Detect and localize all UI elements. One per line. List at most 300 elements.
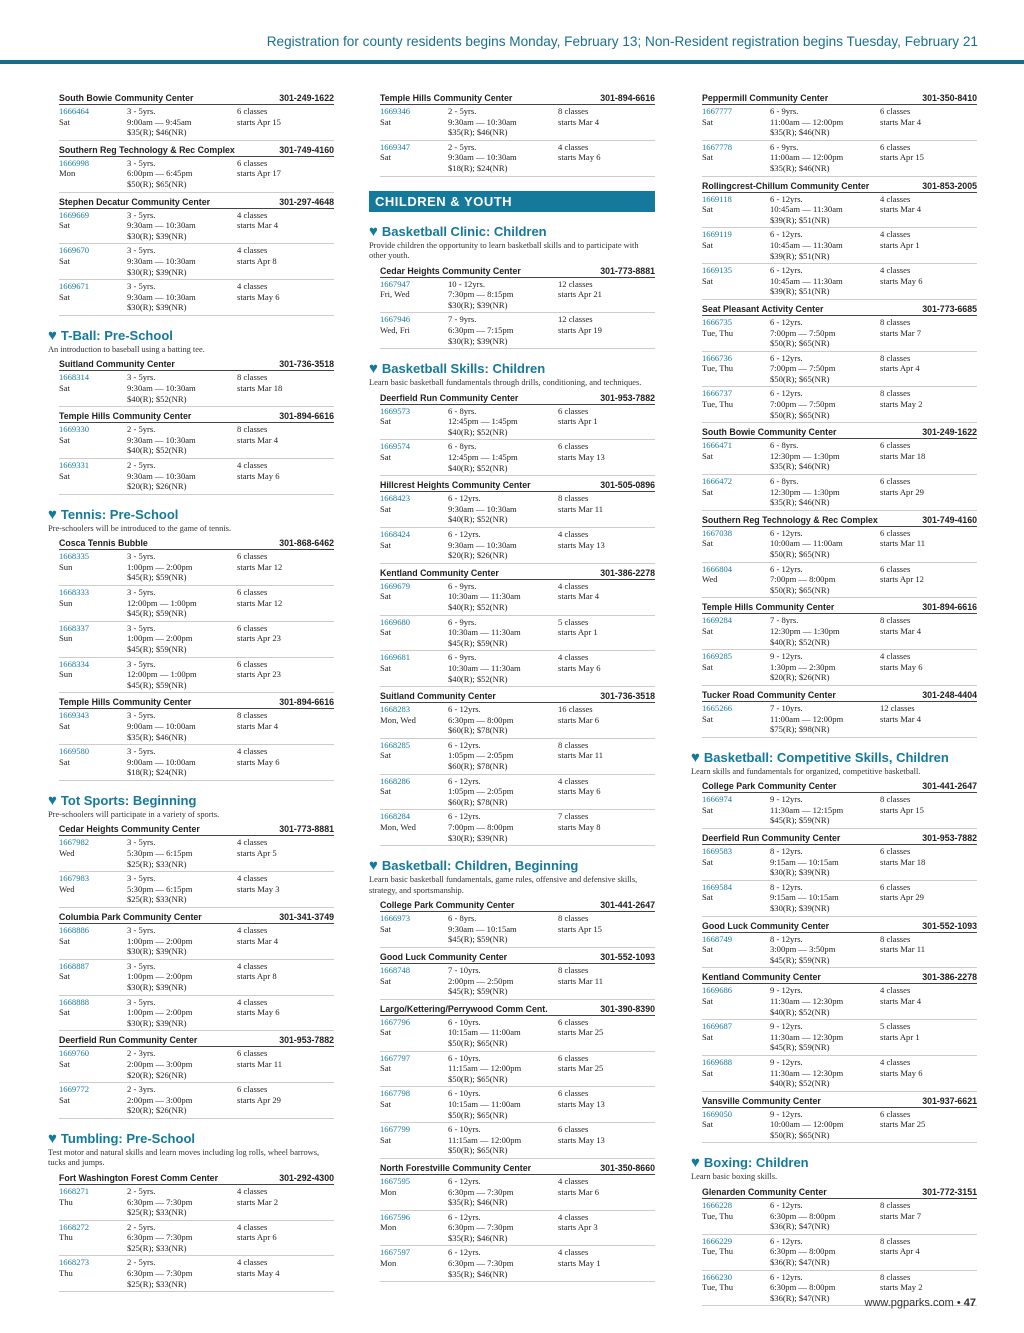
age-range: 7 - 8yrs. <box>770 615 799 626</box>
meeting-time: 1:05pm — 2:05pm <box>448 750 514 761</box>
age-range: 6 - 9yrs. <box>448 652 477 663</box>
empty-cell <box>237 1070 345 1081</box>
class-count: 6 classes <box>237 658 268 669</box>
empty-cell <box>558 127 666 138</box>
location-header <box>59 144 334 157</box>
location-header <box>59 696 334 709</box>
meeting-days: Tue, Thu <box>702 327 734 338</box>
empty-cell <box>59 481 127 492</box>
empty-cell <box>237 302 345 313</box>
start-date: starts May 6 <box>880 1067 923 1078</box>
empty-cell <box>380 986 448 997</box>
class-count: 4 classes <box>558 1211 589 1222</box>
start-date: starts Mar 4 <box>237 434 279 445</box>
empty-cell <box>558 1074 666 1085</box>
location-name: Southern Reg Technology & Rec Complex <box>59 144 235 155</box>
activity-code[interactable]: 1669346 <box>380 106 411 116</box>
activity-code[interactable]: 1669687 <box>702 1021 733 1032</box>
activity-code[interactable]: 1669331 <box>59 459 90 470</box>
age-range: 6 - 12yrs. <box>448 704 481 715</box>
activity-row <box>59 157 334 193</box>
fee: $40(R); $52(NR) <box>127 393 187 404</box>
registration-notice: Registration for county residents begins Monday, February 13; Non-Resident registration begins Tuesday, February 21 <box>266 34 978 49</box>
empty-cell <box>59 1207 127 1218</box>
age-range: 3 - 5yrs. <box>127 209 156 220</box>
fee: $18(R); $24(NR) <box>127 767 187 778</box>
fee: $45(R); $59(NR) <box>770 1042 830 1053</box>
location-phone: 301-894-6616 <box>600 93 655 103</box>
meeting-time: 10:15am — 11:00am <box>448 1098 521 1109</box>
empty-cell <box>880 637 988 648</box>
empty-cell <box>59 394 127 405</box>
activity-code[interactable]: 1667796 <box>380 1016 411 1027</box>
age-range: 7 - 10yrs. <box>770 702 803 713</box>
location-phone: 301-953-7882 <box>922 833 977 843</box>
fee: $50(R); $65(NR) <box>448 1145 508 1156</box>
age-range: 6 - 8yrs. <box>448 913 477 924</box>
meeting-days: Thu <box>59 1232 73 1243</box>
fee: $40(R); $52(NR) <box>770 1006 830 1017</box>
empty-cell <box>237 1207 345 1218</box>
meeting-time: 6:30pm — 7:30pm <box>448 1222 514 1233</box>
fee: $35(R); $46(NR) <box>127 127 187 138</box>
activity-code[interactable]: 1669670 <box>59 245 90 256</box>
activity-row <box>702 1056 977 1092</box>
empty-cell <box>880 1257 988 1268</box>
empty-cell <box>558 674 666 685</box>
meeting-time: 10:15am — 11:00am <box>448 1027 521 1038</box>
empty-cell <box>702 637 770 648</box>
meeting-time: 6:30pm — 8:00pm <box>448 714 514 725</box>
program-heading <box>369 858 655 874</box>
age-range: 7 - 10yrs. <box>448 965 481 975</box>
activity-code[interactable]: 1669580 <box>59 746 90 757</box>
start-date: starts May 6 <box>237 1007 280 1018</box>
meeting-time: 9:00am — 10:00am <box>127 756 196 767</box>
age-range: 3 - 5yrs. <box>127 873 156 884</box>
meeting-days: Sat <box>702 661 713 672</box>
program-heading <box>48 1131 334 1147</box>
meeting-days: Sat <box>59 756 70 767</box>
meeting-days: Wed <box>59 848 75 859</box>
meeting-days: Sat <box>59 1058 70 1069</box>
activity-code[interactable]: 1668334 <box>59 658 90 669</box>
program-description: Learn basic boxing skills. <box>691 1172 778 1182</box>
fee: $35(R); $46(NR) <box>448 1268 508 1279</box>
activity-code[interactable]: 1667798 <box>380 1088 411 1099</box>
empty-cell <box>702 724 770 735</box>
meeting-time: 1:00pm — 2:00pm <box>127 561 193 572</box>
meeting-days: Sat <box>702 713 713 724</box>
fee: $25(R); $33(NR) <box>127 894 187 905</box>
activity-code[interactable]: 1667982 <box>59 837 90 848</box>
meeting-time: 11:00am — 12:00pm <box>770 713 844 724</box>
activity-row <box>59 658 334 694</box>
location-name: Southern Reg Technology & Rec Complex <box>702 514 878 525</box>
empty-cell <box>702 1078 770 1089</box>
empty-cell <box>702 1007 770 1018</box>
activity-code[interactable]: 1666974 <box>702 794 733 805</box>
class-count: 4 classes <box>880 985 911 996</box>
activity-code[interactable]: 1668314 <box>59 372 90 383</box>
empty-cell <box>237 732 345 743</box>
start-date: starts Apr 1 <box>558 416 598 427</box>
meeting-days: Sat <box>380 1063 391 1074</box>
age-range: 2 - 5yrs. <box>127 459 156 470</box>
start-date: starts Apr 21 <box>558 289 602 300</box>
footer-url[interactable]: www.pgparks.com <box>864 1297 954 1309</box>
meeting-days: Sat <box>59 116 70 127</box>
activity-code[interactable]: 1667797 <box>380 1052 411 1063</box>
age-range: 2 - 5yrs. <box>127 1221 156 1232</box>
empty-cell <box>59 127 127 138</box>
activity-code[interactable]: 1669669 <box>59 209 90 220</box>
empty-cell <box>380 638 448 649</box>
class-count: 8 classes <box>880 1271 911 1282</box>
start-date: starts Mar 18 <box>880 856 926 867</box>
start-date: starts Apr 4 <box>880 363 920 374</box>
activity-code[interactable]: 1669584 <box>702 881 733 892</box>
empty-cell <box>880 163 988 174</box>
location-phone: 301-773-6685 <box>922 303 977 314</box>
meeting-days: Sat <box>380 116 391 127</box>
meeting-days: Sat <box>380 627 391 638</box>
age-range: 6 - 12yrs. <box>770 193 803 204</box>
activity-code[interactable]: 1668424 <box>380 528 411 539</box>
empty-cell <box>59 1018 127 1029</box>
location-header <box>702 689 977 702</box>
activity-code[interactable]: 1669135 <box>702 265 733 276</box>
activity-code[interactable]: 1668886 <box>59 925 90 935</box>
activity-code[interactable]: 1669686 <box>702 985 733 996</box>
meeting-days: Sat <box>380 416 391 427</box>
activity-code[interactable]: 1666471 <box>702 440 733 451</box>
meeting-time: 9:30am — 10:15am <box>448 923 517 934</box>
start-date: starts Mar 11 <box>558 503 604 514</box>
meeting-days: Sat <box>380 539 391 550</box>
activity-code[interactable]: 1668284 <box>380 811 411 822</box>
class-count: 4 classes <box>237 459 268 470</box>
activity-code[interactable]: 1669285 <box>702 651 733 662</box>
age-range: 8 - 12yrs. <box>770 881 803 892</box>
location-phone: 301-249-1622 <box>922 427 977 438</box>
program-description: Learn basic basketball fundamentals, game rules, offensive and defensive skills, strategy, and sportsmanship. <box>369 875 638 895</box>
empty-cell <box>237 179 345 190</box>
location-name: College Park Community Center <box>702 781 837 792</box>
activity-code[interactable]: 1666229 <box>702 1235 733 1246</box>
meeting-time: 6:30pm — 7:30pm <box>448 1186 514 1197</box>
activity-code[interactable]: 1668748 <box>380 965 411 975</box>
activity-code[interactable]: 1667597 <box>380 1247 411 1258</box>
start-date: starts May 2 <box>880 399 923 410</box>
empty-cell <box>880 338 988 349</box>
fee: $30(R); $39(NR) <box>770 902 830 913</box>
activity-code[interactable]: 1667983 <box>59 873 90 884</box>
activity-row <box>702 316 977 352</box>
fee: $45(R); $59(NR) <box>448 986 508 997</box>
activity-code[interactable]: 1666735 <box>702 316 733 327</box>
empty-cell <box>237 1105 345 1116</box>
activity-row <box>380 492 655 528</box>
fee: $50(R); $65(NR) <box>770 373 830 384</box>
meeting-days: Fri, Wed <box>380 289 410 300</box>
activity-code[interactable]: 1668272 <box>59 1221 90 1232</box>
age-range: 3 - 5yrs. <box>127 106 156 116</box>
age-range: 9 - 12yrs. <box>770 794 803 805</box>
activity-code[interactable]: 1666998 <box>59 157 90 168</box>
activity-code[interactable]: 1666804 <box>702 563 733 574</box>
location-header <box>702 514 977 527</box>
location-name: Rollingcrest-Chillum Community Center <box>702 180 870 191</box>
meeting-days: Mon, Wed <box>380 822 416 833</box>
activity-code[interactable]: 1666228 <box>702 1199 733 1210</box>
activity-code[interactable]: 1669671 <box>59 281 90 292</box>
activity-row <box>702 352 977 388</box>
meeting-days: Mon <box>59 168 76 179</box>
fee: $30(R); $39(NR) <box>770 867 830 878</box>
fee: $50(R); $65(NR) <box>448 1109 508 1120</box>
activity-code[interactable]: 1668423 <box>380 493 411 504</box>
heart-icon: ♥ <box>691 1154 700 1172</box>
class-count: 6 classes <box>237 1048 268 1059</box>
class-count: 5 classes <box>558 616 589 627</box>
empty-cell <box>702 672 770 683</box>
location-header <box>702 1186 977 1199</box>
empty-cell <box>380 127 448 138</box>
fee: $35(R); $46(NR) <box>448 127 508 138</box>
activity-code[interactable]: 1669119 <box>702 229 732 240</box>
activity-code[interactable]: 1668333 <box>59 587 90 598</box>
start-date: starts Mar 4 <box>558 116 600 127</box>
activity-code[interactable]: 1669680 <box>380 616 411 627</box>
fee: $45(R); $59(NR) <box>448 637 508 648</box>
activity-code[interactable]: 1669679 <box>380 580 411 591</box>
activity-code[interactable]: 1668271 <box>59 1185 90 1196</box>
class-count: 6 classes <box>558 1016 589 1027</box>
activity-code[interactable]: 1667946 <box>380 314 411 325</box>
activity-code[interactable]: 1669343 <box>59 710 90 721</box>
column-2 <box>369 92 655 1282</box>
activity-code[interactable]: 1669583 <box>702 846 733 856</box>
location-name: Temple Hills Community Center <box>59 411 192 422</box>
activity-code[interactable]: 1667947 <box>380 278 411 289</box>
class-count: 4 classes <box>237 873 268 884</box>
activity-row <box>380 1052 655 1088</box>
empty-cell <box>59 1243 127 1254</box>
activity-code[interactable]: 1668285 <box>380 739 411 750</box>
empty-cell <box>558 934 666 945</box>
activity-code[interactable]: 1669574 <box>380 441 411 452</box>
age-range: 6 - 12yrs. <box>448 739 481 750</box>
meeting-days: Sat <box>59 383 70 393</box>
meeting-days: Sat <box>380 923 391 934</box>
activity-code[interactable]: 1666973 <box>380 913 411 924</box>
age-range: 3 - 5yrs. <box>127 622 156 633</box>
empty-cell <box>59 1105 127 1116</box>
age-range: 6 - 12yrs. <box>448 528 481 539</box>
activity-code[interactable]: 1669284 <box>702 615 733 626</box>
activity-code[interactable]: 1669681 <box>380 652 411 663</box>
meeting-time: 1:00pm — 2:00pm <box>127 935 193 946</box>
program-title: Tot Sports: Beginning <box>60 792 197 808</box>
activity-code[interactable]: 1667778 <box>702 141 733 152</box>
class-count: 4 classes <box>558 775 589 786</box>
activity-code[interactable]: 1667799 <box>380 1124 411 1135</box>
activity-row <box>380 1087 655 1123</box>
activity-code[interactable]: 1669573 <box>380 405 411 416</box>
activity-code[interactable]: 1668283 <box>380 704 411 715</box>
heart-icon: ♥ <box>48 505 57 523</box>
activity-code[interactable]: 1667596 <box>380 1211 411 1222</box>
meeting-time: 12:45pm — 1:45pm <box>448 452 518 462</box>
activity-row <box>59 872 334 908</box>
activity-row <box>702 141 977 177</box>
program-description: Test motor and natural skills and learn moves including log rolls, wheel barrows, tucks and jumps. <box>48 1147 320 1168</box>
activity-code[interactable]: 1668888 <box>59 996 90 1007</box>
meeting-days: Sat <box>380 1134 391 1145</box>
class-count: 6 classes <box>558 1124 589 1135</box>
meeting-time: 10:00am — 12:00pm <box>770 1119 844 1130</box>
meeting-time: 9:00am — 10:00am <box>127 720 196 731</box>
meeting-time: 10:30am — 11:30am <box>448 591 521 602</box>
program-title: Basketball Clinic: Children <box>381 223 547 239</box>
meeting-days: Sun <box>59 633 73 644</box>
empty-cell <box>558 1233 666 1244</box>
location-header <box>702 971 977 984</box>
age-range: 9 - 12yrs. <box>770 1021 803 1032</box>
fee: $30(R); $39(NR) <box>448 335 508 346</box>
class-count: 8 classes <box>558 965 589 975</box>
activity-code[interactable]: 1668286 <box>380 775 411 786</box>
location-name: Cedar Heights Community Center <box>380 265 521 276</box>
activity-code[interactable]: 1667777 <box>702 106 733 116</box>
meeting-days: Sat <box>380 975 391 986</box>
empty-cell <box>380 514 448 525</box>
fee: $30(R); $39(NR) <box>127 230 187 241</box>
empty-cell <box>380 1269 448 1280</box>
meeting-time: 12:00pm — 1:00pm <box>127 597 197 608</box>
activity-code[interactable]: 1667595 <box>380 1175 411 1186</box>
activity-code[interactable]: 1666736 <box>702 352 733 363</box>
empty-cell <box>702 127 770 138</box>
start-date: starts Mar 18 <box>237 383 283 393</box>
fee: $36(R); $47(NR) <box>770 1292 830 1303</box>
empty-cell <box>880 955 988 966</box>
class-count: 8 classes <box>880 615 911 626</box>
activity-code[interactable]: 1668749 <box>702 933 733 944</box>
age-range: 6 - 12yrs. <box>448 775 481 786</box>
class-count: 8 classes <box>237 710 268 721</box>
empty-cell <box>237 394 345 405</box>
location-header <box>59 196 334 209</box>
fee: $35(R); $46(NR) <box>770 127 830 138</box>
meeting-time: 9:30am — 10:30am <box>127 434 196 445</box>
activity-code[interactable]: 1669330 <box>59 424 90 435</box>
location-header <box>59 92 334 105</box>
fee: $40(R); $52(NR) <box>448 514 508 525</box>
start-date: starts May 13 <box>558 1098 605 1109</box>
location-phone: 301-292-4300 <box>279 1172 334 1183</box>
fee: $36(R); $47(NR) <box>770 1256 830 1267</box>
activity-row <box>59 1256 334 1292</box>
age-range: 6 - 10yrs. <box>448 1124 481 1135</box>
location-name: Cedar Heights Community Center <box>59 824 200 835</box>
start-date: starts May 6 <box>558 662 601 673</box>
activity-code[interactable]: 1668337 <box>59 622 90 633</box>
meeting-days: Mon, Wed <box>380 714 416 725</box>
activity-code[interactable]: 1668273 <box>59 1257 90 1268</box>
fee: $20(R); $26(NR) <box>127 1069 187 1080</box>
start-date: starts Apr 23 <box>237 669 281 680</box>
class-count: 8 classes <box>880 1235 911 1246</box>
start-date: starts Mar 11 <box>237 1058 283 1069</box>
meeting-days: Tue, Thu <box>702 1210 734 1221</box>
empty-cell <box>59 680 127 691</box>
activity-row <box>380 1175 655 1211</box>
activity-code[interactable]: 1667038 <box>702 527 733 538</box>
meeting-days: Sat <box>59 220 70 231</box>
activity-code[interactable]: 1668335 <box>59 551 90 562</box>
start-date: starts May 6 <box>880 275 923 286</box>
meeting-time: 9:30am — 10:30am <box>448 503 517 514</box>
empty-cell <box>702 251 770 262</box>
activity-code[interactable]: 1666464 <box>59 106 90 116</box>
meeting-days: Sat <box>59 291 70 302</box>
meeting-time: 9:30am — 10:30am <box>127 220 196 231</box>
start-date: starts Mar 11 <box>880 944 926 955</box>
activity-row <box>380 440 655 476</box>
activity-code[interactable]: 1666472 <box>702 476 733 487</box>
activity-code[interactable]: 1669688 <box>702 1056 733 1067</box>
class-count: 6 classes <box>880 563 911 574</box>
activity-code[interactable]: 1665266 <box>702 702 733 713</box>
location-name: Deerfield Run Community Center <box>380 392 519 403</box>
activity-code[interactable]: 1669772 <box>59 1084 90 1095</box>
start-date: starts Mar 2 <box>237 1196 279 1207</box>
fee: $35(R); $46(NR) <box>448 1197 508 1208</box>
meeting-time: 11:00am — 12:00pm <box>770 116 844 127</box>
start-date: starts May 13 <box>558 452 605 462</box>
meeting-days: Tue, Thu <box>702 399 734 410</box>
empty-cell <box>702 497 770 508</box>
activity-code[interactable]: 1669347 <box>380 141 411 152</box>
activity-code[interactable]: 1666230 <box>702 1271 733 1282</box>
location-header <box>380 265 655 278</box>
class-count: 4 classes <box>237 996 268 1007</box>
meeting-days: Mon <box>380 1186 397 1197</box>
activity-code[interactable]: 1669118 <box>702 193 732 204</box>
activity-code[interactable]: 1669050 <box>702 1108 733 1119</box>
program-title: Basketball Skills: Children <box>381 361 546 377</box>
activity-row <box>380 739 655 775</box>
class-count: 4 classes <box>237 1221 268 1232</box>
start-date: starts Apr 3 <box>558 1222 598 1233</box>
empty-cell <box>59 608 127 619</box>
empty-cell <box>380 550 448 561</box>
start-date: starts Mar 11 <box>558 975 604 986</box>
age-range: 6 - 12yrs. <box>770 563 803 574</box>
program-heading <box>691 1155 977 1171</box>
location-header <box>380 392 655 405</box>
activity-code[interactable]: 1666737 <box>702 388 733 399</box>
empty-cell <box>702 215 770 226</box>
activity-code[interactable]: 1668887 <box>59 960 90 971</box>
fee: $60(R); $78(NR) <box>448 725 508 736</box>
activity-code[interactable]: 1669760 <box>59 1048 90 1059</box>
meeting-days: Sat <box>380 1027 391 1038</box>
meeting-days: Wed <box>702 574 718 585</box>
fee: $40(R); $52(NR) <box>127 445 187 456</box>
